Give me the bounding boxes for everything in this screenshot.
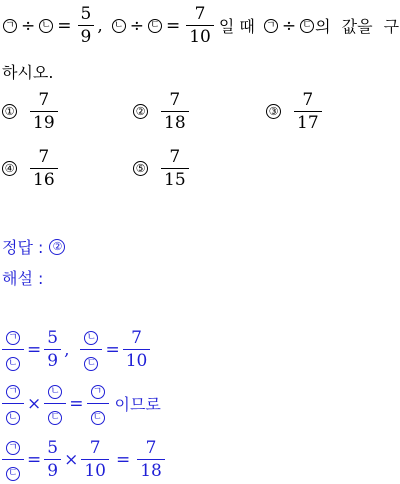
times-sign: ×: [64, 449, 79, 470]
fraction-5-9: [44, 438, 61, 481]
equals-sign: =: [105, 339, 120, 360]
choice-fraction: [161, 90, 189, 133]
comma: ,: [97, 15, 103, 36]
symbol-nieun: ㄴ: [84, 331, 98, 345]
equals-sign: =: [27, 449, 42, 470]
question-text-value: 의 값을 구: [315, 17, 400, 36]
fraction-numerator: 5: [47, 438, 59, 458]
choice-fraction: [161, 147, 189, 190]
symbol-nieun: ㄴ: [48, 385, 62, 399]
fraction-denominator: [2, 403, 24, 428]
equals-sign: =: [115, 449, 131, 470]
fraction-giyeok-over-nieun: [2, 379, 24, 428]
choice-4[interactable]: [2, 147, 61, 190]
fraction-giyeok-over-nieun: [2, 325, 24, 374]
fraction-denominator: [2, 349, 24, 374]
explanation-line-3: [2, 435, 168, 484]
fraction-denominator: [87, 403, 109, 428]
choice-number-5: ⑤: [133, 161, 148, 176]
fraction-numerator: 7: [38, 90, 50, 110]
fraction-denominator: 16: [30, 168, 58, 190]
fraction-numerator: [2, 435, 24, 459]
symbol-digeut: ㄷ: [300, 19, 314, 33]
fraction-giyeok-over-digeut: [87, 379, 109, 428]
fraction-denominator: 10: [81, 459, 109, 481]
symbol-nieun: ㄴ: [39, 19, 53, 33]
choice-number-1: ①: [2, 104, 17, 119]
fraction-numerator: 7: [131, 328, 142, 348]
answer-line: [2, 235, 65, 258]
symbol-digeut: ㄷ: [84, 357, 98, 371]
comma: ,: [64, 339, 70, 360]
fraction-denominator: 18: [137, 459, 165, 481]
choice-1[interactable]: [2, 90, 61, 133]
fraction-denominator: 10: [186, 25, 214, 47]
fraction-numerator: 7: [169, 147, 181, 167]
symbol-nieun: ㄴ: [6, 411, 20, 425]
divide-sign: ÷: [21, 15, 36, 36]
explanation-suffix: 이므로: [114, 395, 161, 414]
fraction-5-9: [44, 328, 61, 371]
explanation-line-2: [2, 379, 161, 428]
fraction-denominator: [44, 403, 66, 428]
divide-sign: ÷: [281, 15, 297, 36]
fraction-denominator: 18: [161, 111, 189, 133]
fraction-7-10: [123, 328, 151, 371]
fraction-numerator: 7: [38, 147, 50, 167]
fraction-nieun-over-digeut: [44, 379, 66, 428]
fraction-denominator: 19: [30, 111, 58, 133]
symbol-giyeok: ㄱ: [91, 385, 105, 399]
equals-sign: =: [69, 393, 84, 414]
fraction-numerator: 5: [47, 328, 59, 348]
fraction-numerator: [44, 379, 66, 403]
fraction-denominator: 9: [44, 349, 61, 371]
fraction-denominator: 10: [123, 349, 151, 371]
choice-2[interactable]: [133, 90, 192, 133]
symbol-nieun: ㄴ: [6, 357, 20, 371]
equals-sign: =: [27, 339, 42, 360]
choice-fraction: [30, 147, 58, 190]
fraction-numerator: 7: [89, 438, 101, 458]
choice-fraction: [30, 90, 58, 133]
explanation-label-line: [2, 266, 43, 289]
fraction-denominator: 15: [161, 168, 189, 190]
fraction-denominator: 9: [78, 25, 95, 47]
symbol-digeut: ㄷ: [48, 411, 62, 425]
fraction-numerator: 5: [80, 4, 92, 24]
fraction-numerator: 7: [194, 4, 206, 24]
equals-sign: =: [57, 15, 72, 36]
fraction-nieun-over-digeut: [80, 325, 102, 374]
fraction-denominator: 17: [294, 111, 322, 133]
times-sign: ×: [27, 393, 42, 414]
symbol-giyeok: ㄱ: [6, 441, 20, 455]
symbol-digeut: ㄷ: [91, 411, 105, 425]
symbol-giyeok: ㄱ: [6, 385, 20, 399]
fraction-numerator: [2, 325, 24, 349]
choice-5[interactable]: [133, 147, 192, 190]
choice-number-3: ③: [266, 104, 281, 119]
fraction-denominator: [2, 459, 24, 484]
fraction-numerator: 7: [145, 438, 157, 458]
symbol-digeut: ㄷ: [148, 19, 162, 33]
explanation-label: 해설 :: [2, 269, 44, 288]
fraction-numerator: [87, 379, 109, 403]
equals-sign: =: [165, 15, 181, 36]
fraction-denominator: 9: [44, 459, 61, 481]
symbol-giyeok: ㄱ: [3, 19, 17, 33]
fraction-giyeok-over-digeut: [2, 435, 24, 484]
fraction-numerator: 7: [302, 90, 314, 110]
choice-number-4: ④: [2, 161, 17, 176]
choice-3[interactable]: [266, 90, 325, 133]
symbol-nieun: ㄴ: [112, 19, 126, 33]
question-line-2: [2, 60, 53, 83]
question-line-1: [2, 4, 399, 47]
fraction-numerator: 7: [169, 90, 181, 110]
question-text-when: 일 때: [218, 17, 255, 36]
fraction-numerator: [2, 379, 24, 403]
divide-sign: ÷: [129, 15, 144, 36]
explanation-line-1: [2, 325, 153, 374]
choice-number-2: ②: [133, 104, 148, 119]
answer-mark: ②: [49, 239, 65, 255]
symbol-digeut: ㄷ: [6, 467, 20, 481]
fraction-numerator: [80, 325, 102, 349]
answer-label: 정답 :: [2, 238, 44, 257]
choice-fraction: [294, 90, 322, 133]
question-text-end: 하시오.: [2, 63, 54, 82]
fraction-7-10: [81, 438, 109, 481]
symbol-giyeok: ㄱ: [6, 331, 20, 345]
fraction-7-18: [137, 438, 165, 481]
fraction-denominator: [80, 349, 102, 374]
symbol-giyeok: ㄱ: [264, 19, 278, 33]
fraction-7-10: [186, 4, 214, 47]
fraction-5-9: [78, 4, 95, 47]
